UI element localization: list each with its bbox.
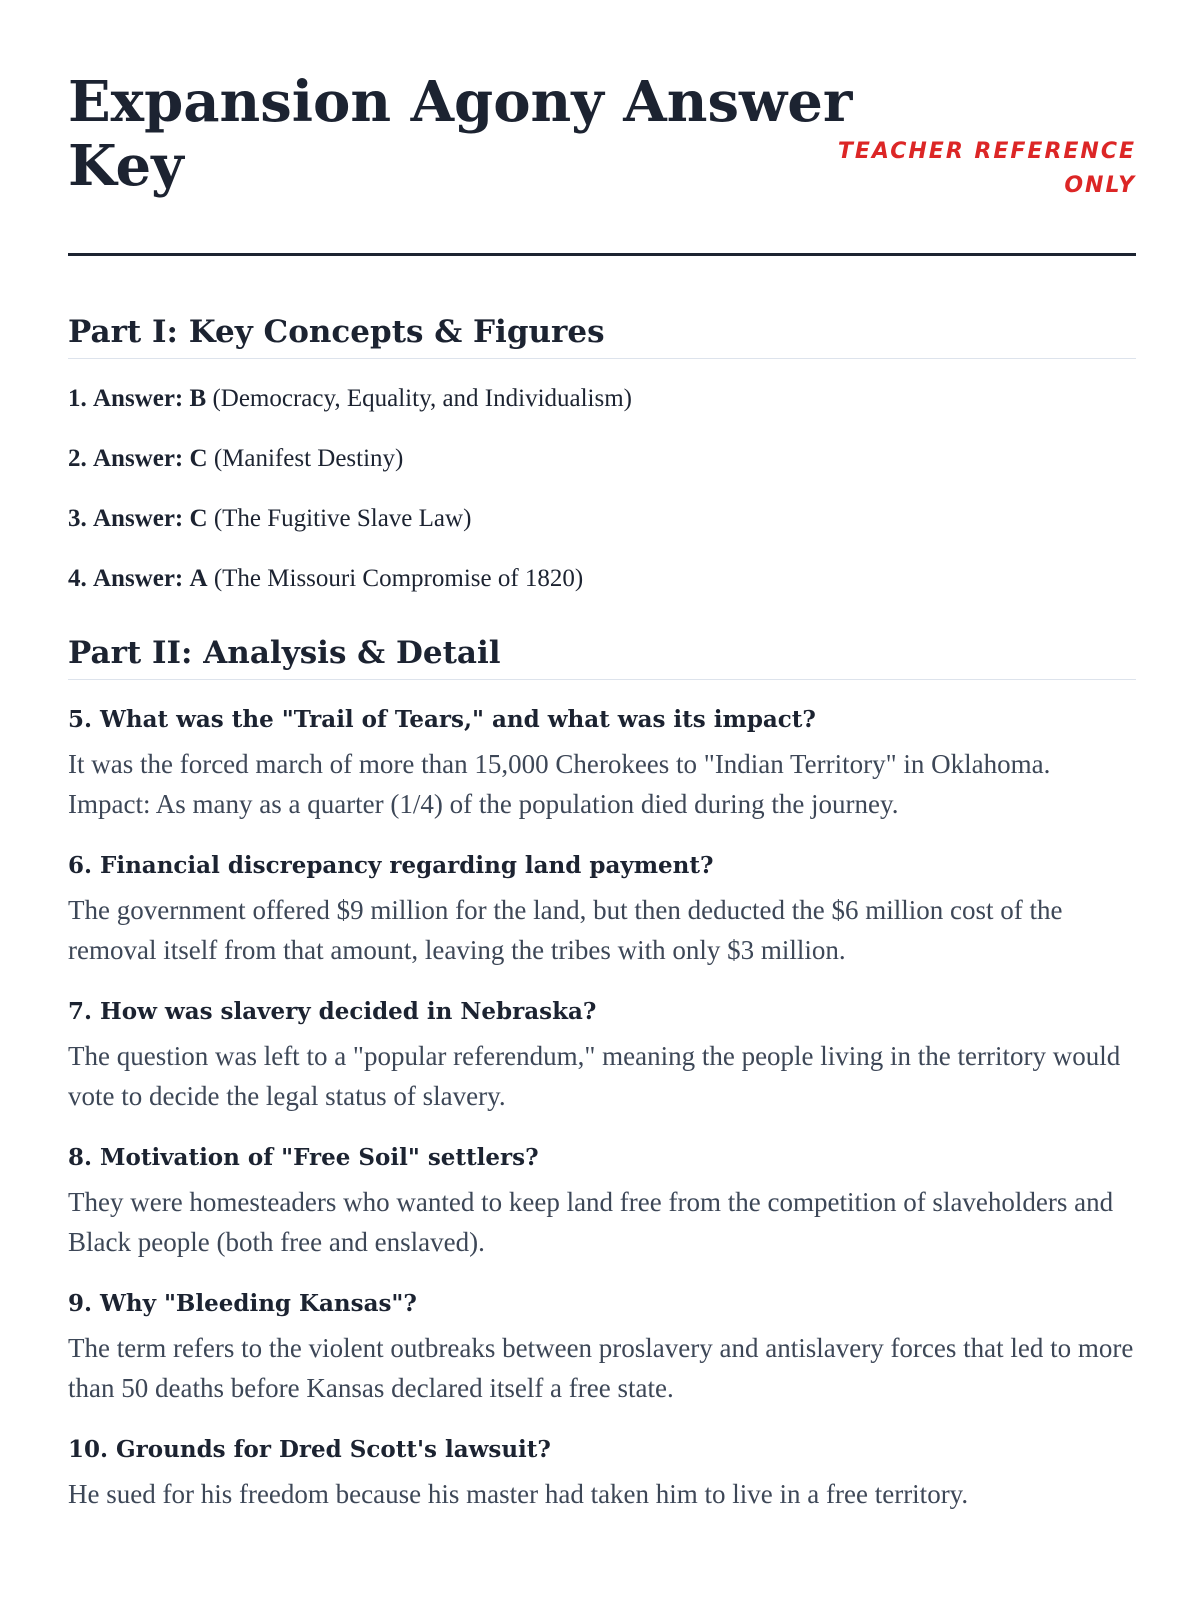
answer-text: The term refers to the violent outbreaks between proslavery and antislavery forces that led to more than 50 deaths before Kansas declared itself a free state.: [68, 1333, 1134, 1403]
part1-answer-list: [68, 381, 1136, 597]
question-text: 5. What was the "Trail of Tears," and what was its impact?: [68, 706, 816, 733]
question-text: 7. How was slavery decided in Nebraska?: [68, 998, 597, 1025]
answer-item: [68, 501, 1136, 537]
answer-letter: C: [189, 505, 208, 532]
qa-item: [68, 1432, 1136, 1514]
answer-detail: (Democracy, Equality, and Individualism): [212, 385, 632, 412]
qa-item: [68, 1140, 1136, 1262]
answer-number: 2.: [68, 445, 87, 472]
answer-detail: (The Fugitive Slave Law): [213, 505, 472, 532]
question-text: 9. Why "Bleeding Kansas"?: [68, 1290, 417, 1317]
qa-item: [68, 848, 1136, 970]
qa-item: [68, 994, 1136, 1116]
answer-item: [68, 441, 1136, 477]
part2-question-list: [68, 702, 1136, 1514]
answer-item: [68, 561, 1136, 597]
answer-label: Answer:: [93, 445, 184, 472]
answer-text: The question was left to a "popular referendum," meaning the people living in the territory would vote to decide the legal status of slavery.: [68, 1041, 1121, 1111]
question-text: 8. Motivation of "Free Soil" settlers?: [68, 1144, 539, 1171]
answer-label: Answer:: [93, 385, 184, 412]
question-text: 10. Grounds for Dred Scott's lawsuit?: [68, 1436, 551, 1463]
qa-item: [68, 1286, 1136, 1408]
answer-label: Answer:: [93, 505, 184, 532]
answer-number: 1.: [68, 385, 87, 412]
answer-detail: (Manifest Destiny): [213, 445, 404, 472]
answer-text: They were homesteaders who wanted to keep land free from the competition of slaveholders and Black people (both free and enslaved).: [68, 1187, 1114, 1257]
answer-number: 3.: [68, 505, 87, 532]
document-header: [68, 0, 1136, 256]
answer-letter: B: [189, 385, 207, 412]
answer-detail: (The Missouri Compromise of 1820): [213, 565, 584, 592]
answer-item: [68, 381, 1136, 417]
answer-number: 4.: [68, 565, 87, 592]
document-title: Expansion Agony Answer Key: [68, 69, 853, 199]
answer-text: The government offered $9 million for the land, but then deducted the $6 million cost of the removal itself from that amount, leaving the tribes with only $3 million.: [68, 895, 1063, 965]
teacher-reference-label: TEACHER REFERENCE ONLY: [837, 139, 1136, 198]
qa-item: [68, 702, 1136, 824]
question-text: 6. Financial discrepancy regarding land payment?: [68, 852, 714, 879]
answer-letter: A: [189, 565, 208, 592]
answer-label: Answer:: [93, 565, 184, 592]
part2-heading: Part II: Analysis & Detail: [68, 633, 1136, 680]
answer-text: It was the forced march of more than 15,000 Cherokees to "Indian Territory" in Oklahoma. Impact: As many as a quarter (1/4) of the population died during the journey.: [68, 749, 1051, 819]
answer-text: He sued for his freedom because his master had taken him to live in a free territory.: [68, 1479, 969, 1509]
answer-letter: C: [189, 445, 208, 472]
part1-heading: Part I: Key Concepts & Figures: [68, 312, 1136, 359]
answer-key-page: [68, 0, 1136, 1538]
